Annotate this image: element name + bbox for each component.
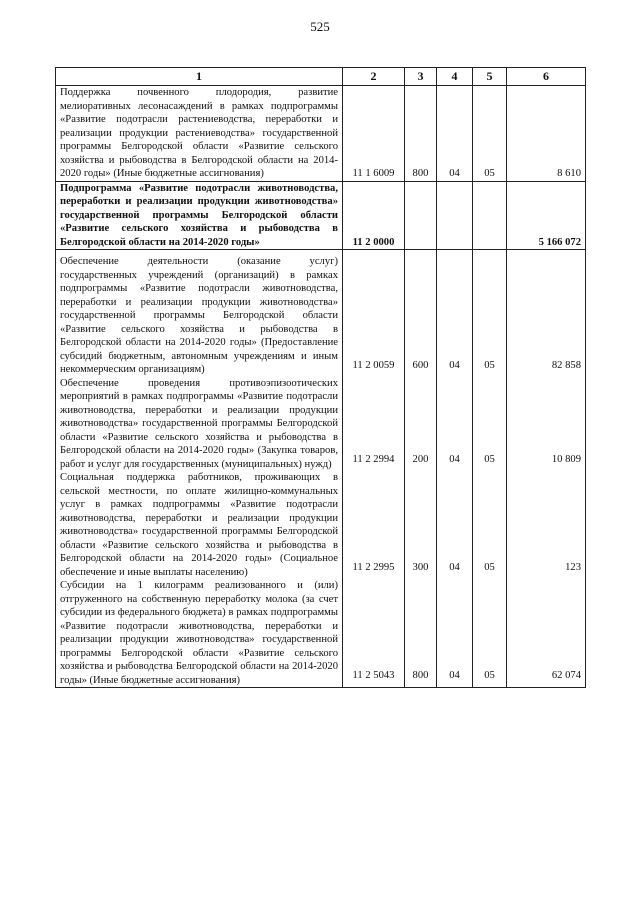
- row-target-code: 11 2 2995: [352, 562, 395, 573]
- row-amount-group: [507, 250, 586, 688]
- row-expense-type: [405, 181, 437, 250]
- row-section-group: [437, 250, 473, 688]
- row-section: 04: [449, 454, 460, 465]
- row-expense-type-group: [405, 250, 437, 688]
- table-row-group: [56, 250, 586, 688]
- row-target-code: 11 2 0059: [352, 359, 395, 371]
- row-target-code: 11 2 5043: [352, 670, 395, 681]
- page-number: 525: [310, 19, 330, 34]
- row-section: 04: [449, 359, 460, 371]
- row-target-code-group: [343, 250, 405, 688]
- code-stack: [347, 250, 400, 683]
- row-expense-type: 600: [412, 359, 429, 371]
- row-amount: 8 610: [507, 86, 586, 182]
- row-target-code: 11 2 0000: [343, 181, 405, 250]
- row-description: Поддержка почвенного плодородия, развитие мелиоративных лесонасаждений в рамках подпрограммы «Развитие подотрасли растениеводства, переработки и реализации продукции растениеводства» государственной программы Белгородской области «Развитие сельского хозяйства и рыбоводства в Белгородской области на 2014-2020 годы» (Иные бюджетные ассигнования): [56, 86, 343, 182]
- header-col-6: 6: [507, 68, 586, 86]
- row-expense-type: 800: [412, 670, 429, 681]
- row-subsection: [473, 181, 507, 250]
- row-description: Субсидии на 1 килограмм реализованного и (или) отгруженного на собственную переработку молока (за счет субсидии из федерального бюджета) в рамках подпрограммы «Развитие подотрасли животноводства, переработки и реализации продукции животноводства» государственной программы Белгородской области «Развитие сельского хозяйства и рыбоводства Белгородской области на 2014-2020 годы» (Иные бюджетные ассигнования): [60, 580, 338, 686]
- row-section: 04: [449, 562, 460, 573]
- header-col-4: 4: [437, 68, 473, 86]
- row-amount: 82 858: [551, 359, 581, 371]
- row-amount: 123: [565, 562, 581, 573]
- row-target-code: 11 1 6009: [343, 86, 405, 182]
- row-amount: 10 809: [551, 454, 581, 465]
- row-amount: 5 166 072: [507, 181, 586, 250]
- row-target-code: 11 2 2994: [352, 454, 395, 465]
- row-expense-type: 300: [412, 562, 429, 573]
- row-section: 04: [437, 86, 473, 182]
- header-col-3: 3: [405, 68, 437, 86]
- row-description: Обеспечение проведения противоэпизоотических мероприятий в рамках подпрограммы «Развитие подотрасли животноводства, переработки и реализации продукции животноводства» государственной программы Белгородской области «Развитие сельского хозяйства и рыбоводства в Белгородской области на 2014-2020 годы» (Закупка товаров, работ и услуг для государственных (муниципальных) нужд): [60, 377, 338, 470]
- row-subsection: 05: [484, 562, 495, 573]
- row-section: 04: [449, 670, 460, 681]
- row-subsection: 05: [484, 454, 495, 465]
- header-row: [56, 68, 586, 86]
- row-subsection: 05: [484, 359, 495, 371]
- row-description: Обеспечение деятельности (оказание услуг) государственных учреждений (организаций) в рамках подпрограммы «Развитие подотрасли животноводства, переработки и реализации продукции животноводства» государственной программы Белгородской области «Развитие сельского хозяйства и рыбоводства в Белгородской области на 2014-2020 годы» (Предоставление субсидий бюджетным, автономным учреждениям и иным некоммерческим организациям): [60, 256, 338, 375]
- budget-table: [55, 67, 586, 688]
- row-subsection-group: [473, 250, 507, 688]
- row-expense-type: 200: [412, 454, 429, 465]
- header-col-2: 2: [343, 68, 405, 86]
- header-col-1: 1: [56, 68, 343, 86]
- row-description: Социальная поддержка работников, проживающих в сельской местности, по оплате жилищно-коммунальных услуг в рамках подпрограммы «Развитие подотрасли животноводства, переработки и реализации продукции животноводства» государственной программы Белгородской области «Развитие сельского хозяйства и рыбоводства в Белгородской области на 2014-2020 годы» (Социальное обеспечение и иные выплаты населению): [60, 472, 338, 578]
- row-subsection: 05: [473, 86, 507, 182]
- row-subsection: 05: [484, 670, 495, 681]
- table-row: [56, 86, 586, 182]
- table-row-subprogram: [56, 181, 586, 250]
- header-col-5: 5: [473, 68, 507, 86]
- row-expense-type: 800: [405, 86, 437, 182]
- row-description: Подпрограмма «Развитие подотрасли животноводства, переработки и реализации продукции животноводства» государственной программы Белгородской области «Развитие сельского хозяйства и рыбоводства в Белгородской области на 2014-2020 годы»: [56, 181, 343, 250]
- row-section: [437, 181, 473, 250]
- row-amount: 62 074: [551, 670, 581, 681]
- row-description-group: [56, 250, 343, 688]
